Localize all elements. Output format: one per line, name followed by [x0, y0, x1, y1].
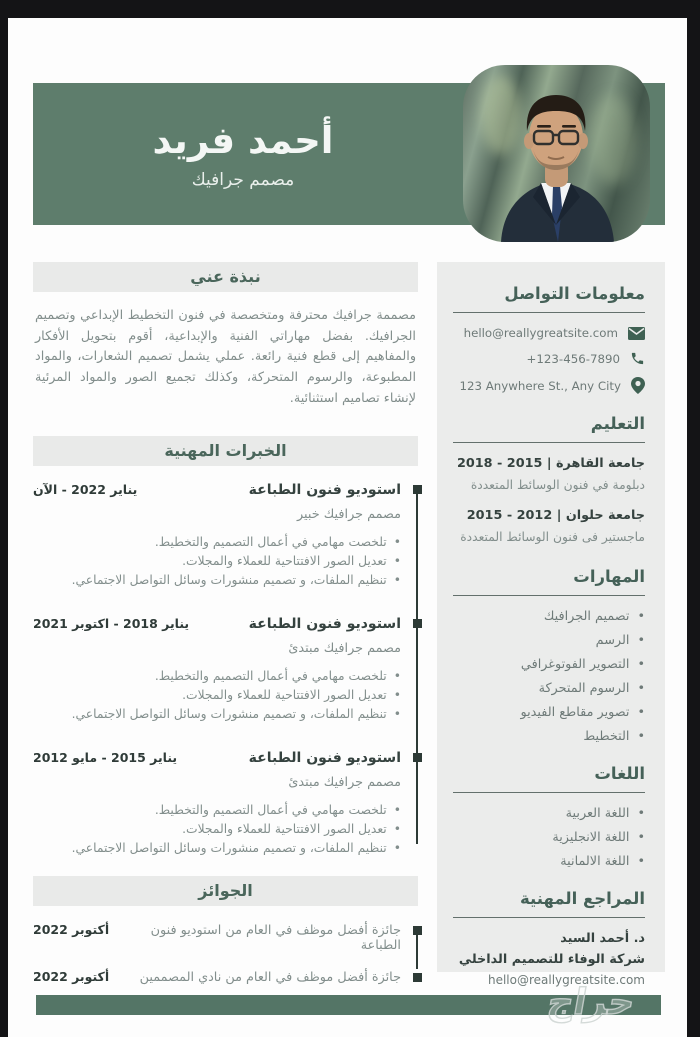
- experience-entry-2: [33, 616, 418, 724]
- bullet-item: • تنظيم الملفات، و تصميم منشورات وسائل التواصل الاجتماعي.: [33, 839, 401, 858]
- skill-item: • التخطيط: [583, 728, 645, 744]
- experience-bullets: [33, 533, 401, 590]
- experience-date: يناير 2018 - اكتوبر 2021: [33, 615, 190, 631]
- section-heading-about: نبذة عني: [33, 262, 418, 292]
- section-heading-references: المراجع المهنية: [519, 888, 645, 908]
- education-school: جامعة حلوان | 2012 - 2015: [466, 508, 645, 524]
- language-item: • اللغة الالمانية: [560, 853, 645, 869]
- section-heading-education: التعليم: [590, 414, 645, 433]
- skill-item: • تصوير مقاطع الفيديو: [520, 704, 645, 720]
- bullet-item: • تعديل الصور الافتتاحية للعملاء والمجلات.: [33, 820, 401, 839]
- education-section: [453, 414, 645, 547]
- language-item: • اللغة العربية: [565, 805, 645, 821]
- skills-section: [453, 567, 645, 744]
- bullet-item: • تلخصت مهامي في أعمال التصميم والتخطيط.: [33, 533, 401, 552]
- experience-company: استوديو فنون الطباعة: [248, 749, 401, 766]
- contact-address: 123 Anywhere St., Any City: [459, 378, 621, 393]
- bullet-dot-icon: •: [637, 829, 645, 845]
- section-divider: [453, 792, 645, 793]
- language-item: • اللغة الانجليزية: [552, 829, 645, 845]
- bullet-dot-icon: •: [637, 853, 645, 869]
- award-item-1: [33, 922, 418, 953]
- experience-bullets: [33, 667, 401, 724]
- profile-photo: [463, 65, 650, 242]
- timeline-marker-icon: [413, 485, 422, 494]
- bullet-dot-icon: •: [393, 534, 401, 549]
- award-item-2: [33, 969, 418, 985]
- reference-name: د. أحمد السيد: [560, 930, 645, 946]
- experience-date: يناير 2015 - مايو 2012: [33, 749, 178, 765]
- award-text: جائزة أفضل موظف في العام من نادي المصممين: [139, 970, 401, 986]
- education-degree: ماجستير فى فنون الوسائط المتعددة: [460, 530, 645, 545]
- bullet-item: • تعديل الصور الافتتاحية للعملاء والمجلات.: [33, 552, 401, 571]
- person-portrait-illustration: [463, 65, 650, 242]
- bullet-dot-icon: •: [393, 553, 401, 568]
- section-heading-experience: الخبرات المهنية: [33, 436, 418, 466]
- about-paragraph: مصممة جرافيك محترفة ومتخصصة في فنون التخطيط الإبداعي وتصميم الجرافيك. بفضل مهاراتي الفنية والإبداعية، أقوم بتحويل الأفكار والمفاهيم إلى قطع فنية رائعة. عملي يشمل تصميم الشعارات، والمواد المطبوعة، والرسوم المتحركة، وكذلك تجميع الصور والمواد المرئية لإنشاء تصاميم استثنائية.: [35, 308, 416, 406]
- bullet-dot-icon: •: [637, 680, 645, 696]
- section-divider: [453, 595, 645, 596]
- bullet-dot-icon: •: [393, 706, 401, 721]
- section-heading-awards: الجوائز: [33, 876, 418, 906]
- section-divider: [453, 917, 645, 918]
- contact-email: hello@reallygreatsite.com: [463, 326, 618, 340]
- bullet-dot-icon: •: [393, 687, 401, 702]
- section-heading-skills: المهارات: [573, 566, 645, 586]
- timeline-marker-icon: [413, 619, 422, 628]
- bullet-dot-icon: •: [393, 572, 401, 587]
- reference-email: hello@reallygreatsite.com: [487, 972, 645, 987]
- references-section: [453, 889, 645, 987]
- bullet-dot-icon: •: [393, 821, 401, 836]
- experience-company: استوديو فنون الطباعة: [248, 481, 401, 498]
- bullet-dot-icon: •: [637, 704, 645, 720]
- timeline-marker-icon: [413, 973, 422, 982]
- experience-role: مصمم جرافيك مبتدئ: [288, 774, 401, 790]
- bullet-item: • تنظيم الملفات، و تصميم منشورات وسائل التواصل الاجتماعي.: [33, 571, 401, 590]
- person-name: أحمد فريد: [152, 118, 334, 162]
- bullet-item: • تنظيم الملفات، و تصميم منشورات وسائل التواصل الاجتماعي.: [33, 705, 401, 724]
- experience-company: استوديو فنون الطباعة: [248, 615, 401, 632]
- experience-date: يناير 2022 - الآن: [33, 481, 138, 497]
- sidebar: [437, 262, 665, 987]
- contact-phone-row: [453, 351, 645, 366]
- bullet-dot-icon: •: [637, 632, 645, 648]
- contact-phone: +123-456-7890: [526, 351, 620, 366]
- skill-item: • الرسم: [595, 632, 645, 648]
- timeline-marker-icon: [413, 753, 422, 762]
- education-entry-1: [453, 456, 645, 494]
- bullet-dot-icon: •: [637, 656, 645, 672]
- email-icon: [628, 327, 645, 340]
- section-divider: [453, 312, 645, 313]
- bullet-item: • تعديل الصور الافتتاحية للعملاء والمجلات.: [33, 686, 401, 705]
- location-pin-icon: [631, 377, 645, 394]
- award-text: جائزة أفضل موظف في العام من استوديو فنون الطباعة: [150, 923, 401, 954]
- bullet-item: • تلخصت مهامي في أعمال التصميم والتخطيط.: [33, 667, 401, 686]
- bullet-dot-icon: •: [393, 668, 401, 683]
- languages-section: [453, 764, 645, 869]
- awards-list: [33, 922, 418, 985]
- contact-email-row: [453, 326, 645, 340]
- skill-item: • تصميم الجرافيك: [543, 608, 645, 624]
- section-heading-contact: معلومات التواصل: [504, 284, 645, 303]
- timeline-marker-icon: [413, 926, 422, 935]
- section-divider: [453, 442, 645, 443]
- experience-list: [33, 482, 418, 858]
- main-column: [33, 262, 418, 1001]
- bullet-dot-icon: •: [393, 840, 401, 855]
- skill-item: • الرسوم المتحركة: [538, 680, 645, 696]
- person-job-title: مصمم جرافيك: [191, 169, 295, 190]
- languages-list: [453, 806, 645, 869]
- experience-entry-1: [33, 482, 418, 590]
- contact-address-row: [453, 377, 645, 394]
- bullet-dot-icon: •: [393, 802, 401, 817]
- bullet-item: • تلخصت مهامي في أعمال التصميم والتخطيط.: [33, 801, 401, 820]
- experience-role: مصمم جرافيك خبير: [297, 506, 401, 522]
- award-date: أكتوبر 2022: [33, 969, 110, 985]
- phone-icon: [630, 351, 645, 366]
- experience-role: مصمم جرافيك مبتدئ: [288, 640, 401, 656]
- education-entry-2: [453, 508, 645, 546]
- reference-company: شركة الوفاء للتصميم الداخلي: [458, 951, 645, 967]
- bullet-dot-icon: •: [637, 608, 645, 624]
- bullet-dot-icon: •: [637, 728, 645, 744]
- experience-bullets: [33, 801, 401, 858]
- bullet-dot-icon: •: [637, 805, 645, 821]
- education-school: جامعة القاهرة | 2015 - 2018: [456, 456, 645, 471]
- section-heading-languages: اللغات: [594, 763, 645, 783]
- contact-section: [453, 284, 645, 394]
- skill-item: • التصوير الفوتوغرافي: [520, 656, 645, 672]
- education-degree: دبلومة في فنون الوسائط المتعددة: [470, 478, 645, 492]
- haraj-watermark: حراج: [544, 982, 639, 1023]
- award-date: أكتوبر 2022: [33, 922, 110, 938]
- cv-page: [8, 18, 687, 1037]
- experience-entry-3: [33, 750, 418, 858]
- skills-list: [453, 609, 645, 744]
